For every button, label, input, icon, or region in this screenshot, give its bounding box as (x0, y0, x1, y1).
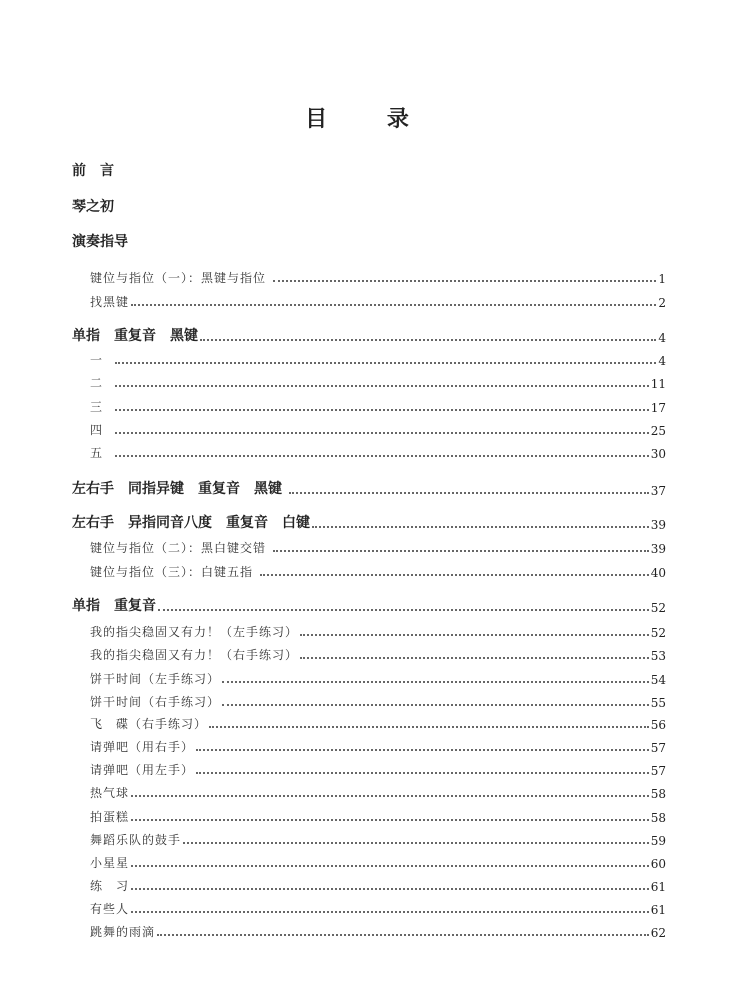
page-number: 39 (650, 518, 666, 532)
leader-dots (273, 550, 649, 552)
leader-dots (131, 888, 649, 890)
toc-label: 单指 重复音 (72, 598, 156, 614)
leader-dots (183, 842, 649, 844)
toc-label: 演奏指导 (72, 234, 128, 250)
toc-label: 一 (90, 353, 113, 367)
toc-label: 舞蹈乐队的鼓手 (90, 833, 182, 847)
page-number: 4 (658, 354, 666, 368)
leader-dots (273, 280, 656, 282)
leader-dots (209, 726, 649, 728)
page-number: 17 (650, 401, 666, 415)
toc-entry[interactable] (90, 692, 666, 710)
leader-dots (131, 795, 649, 797)
leader-dots (131, 911, 649, 913)
toc-label: 琴之初 (72, 199, 114, 215)
toc-entry[interactable] (90, 669, 666, 687)
leader-dots (115, 455, 649, 457)
toc-entry[interactable] (72, 597, 666, 615)
toc-entry[interactable] (90, 645, 666, 663)
toc-label: 找黑键 (90, 295, 130, 309)
page-number: 54 (650, 673, 666, 687)
toc-label: 我的指尖稳固又有力！（左手练习） (90, 625, 299, 639)
toc-label: 请弹吧（用左手） (90, 763, 195, 777)
leader-dots (200, 339, 656, 341)
page-number: 25 (650, 424, 666, 438)
toc-label: 我的指尖稳固又有力！（右手练习） (90, 648, 299, 662)
toc-entry[interactable] (90, 807, 666, 825)
page-number: 40 (650, 566, 666, 580)
page-number: 57 (650, 764, 666, 778)
page-number: 55 (650, 696, 666, 710)
page-number: 53 (650, 649, 666, 663)
page-number: 4 (658, 331, 666, 345)
toc-label: 有些人 (90, 902, 130, 916)
toc-label: 练 习 (90, 879, 130, 893)
page-number: 58 (650, 787, 666, 801)
toc-entry[interactable] (90, 853, 666, 871)
toc-heading[interactable] (72, 198, 666, 216)
leader-dots (289, 492, 649, 494)
toc-entry[interactable] (90, 292, 666, 310)
leader-dots (115, 432, 649, 434)
toc-entry[interactable] (90, 922, 666, 940)
toc-entry[interactable] (90, 562, 666, 580)
leader-dots (131, 819, 649, 821)
leader-dots (115, 362, 656, 364)
toc-label: 左右手 同指异键 重复音 黑键 (72, 481, 287, 497)
toc-label: 饼干时间（左手练习） (90, 672, 221, 686)
page-number: 56 (650, 718, 666, 732)
leader-dots (300, 657, 649, 659)
toc-label: 键位与指位（一）：黑键与指位 (90, 271, 271, 285)
toc-entry[interactable] (90, 760, 666, 778)
page-number: 52 (650, 626, 666, 640)
toc-label: 五 (90, 446, 113, 460)
toc-label: 四 (90, 423, 113, 437)
toc-entry[interactable] (90, 443, 666, 461)
page-number: 58 (650, 811, 666, 825)
toc-entry[interactable] (90, 899, 666, 917)
toc-entry[interactable] (90, 373, 666, 391)
leader-dots (131, 304, 656, 306)
toc-label: 小星星 (90, 856, 130, 870)
page-number: 52 (650, 601, 666, 615)
page-number: 61 (650, 880, 666, 894)
toc-entry[interactable] (90, 783, 666, 801)
toc-entry[interactable] (90, 350, 666, 368)
leader-dots (158, 609, 649, 611)
toc-entry[interactable] (72, 480, 666, 498)
toc-entry[interactable] (90, 397, 666, 415)
page-number: 11 (650, 377, 666, 391)
toc-entry[interactable] (72, 514, 666, 532)
toc-entry[interactable] (90, 714, 666, 732)
leader-dots (222, 681, 649, 683)
toc-label: 键位与指位（三）：白键五指 (90, 565, 258, 579)
leader-dots (115, 385, 649, 387)
leader-dots (115, 409, 649, 411)
toc-label: 热气球 (90, 786, 130, 800)
toc-entry[interactable] (90, 737, 666, 755)
toc-entry[interactable] (90, 876, 666, 894)
leader-dots (131, 865, 649, 867)
leader-dots (300, 634, 649, 636)
toc-label: 二 (90, 376, 113, 390)
page-number: 39 (650, 542, 666, 556)
leader-dots (222, 704, 649, 706)
page-title: 目 录 (305, 106, 435, 132)
toc-label: 跳舞的雨滴 (90, 925, 156, 939)
page-number: 62 (650, 926, 666, 940)
page-number: 59 (650, 834, 666, 848)
toc-entry[interactable] (72, 327, 666, 345)
page-number: 2 (658, 296, 666, 310)
toc-entry[interactable] (90, 420, 666, 438)
toc-label: 前 言 (72, 163, 114, 179)
page-number: 1 (658, 272, 666, 286)
page-number: 37 (650, 484, 666, 498)
toc-label: 饼干时间（右手练习） (90, 695, 221, 709)
page-number: 61 (650, 903, 666, 917)
toc-label: 三 (90, 400, 113, 414)
page-number: 57 (650, 741, 666, 755)
toc-label: 请弹吧（用右手） (90, 740, 195, 754)
toc-label: 键位与指位（二）：黑白键交错 (90, 541, 271, 555)
toc-entry[interactable] (90, 538, 666, 556)
leader-dots (196, 749, 649, 751)
toc-label: 单指 重复音 黑键 (72, 328, 198, 344)
toc-heading[interactable] (72, 162, 666, 180)
page-number: 60 (650, 857, 666, 871)
toc-entry[interactable] (90, 268, 666, 286)
toc-entry[interactable] (90, 830, 666, 848)
toc-label: 飞 碟（右手练习） (90, 717, 208, 731)
leader-dots (196, 772, 649, 774)
page-number: 30 (650, 447, 666, 461)
leader-dots (312, 526, 649, 528)
leader-dots (157, 934, 649, 936)
toc-entry[interactable] (90, 622, 666, 640)
toc-heading[interactable] (72, 233, 666, 251)
leader-dots (260, 574, 649, 576)
toc-label: 左右手 异指同音八度 重复音 白键 (72, 515, 310, 531)
toc-label: 拍蛋糕 (90, 810, 130, 824)
